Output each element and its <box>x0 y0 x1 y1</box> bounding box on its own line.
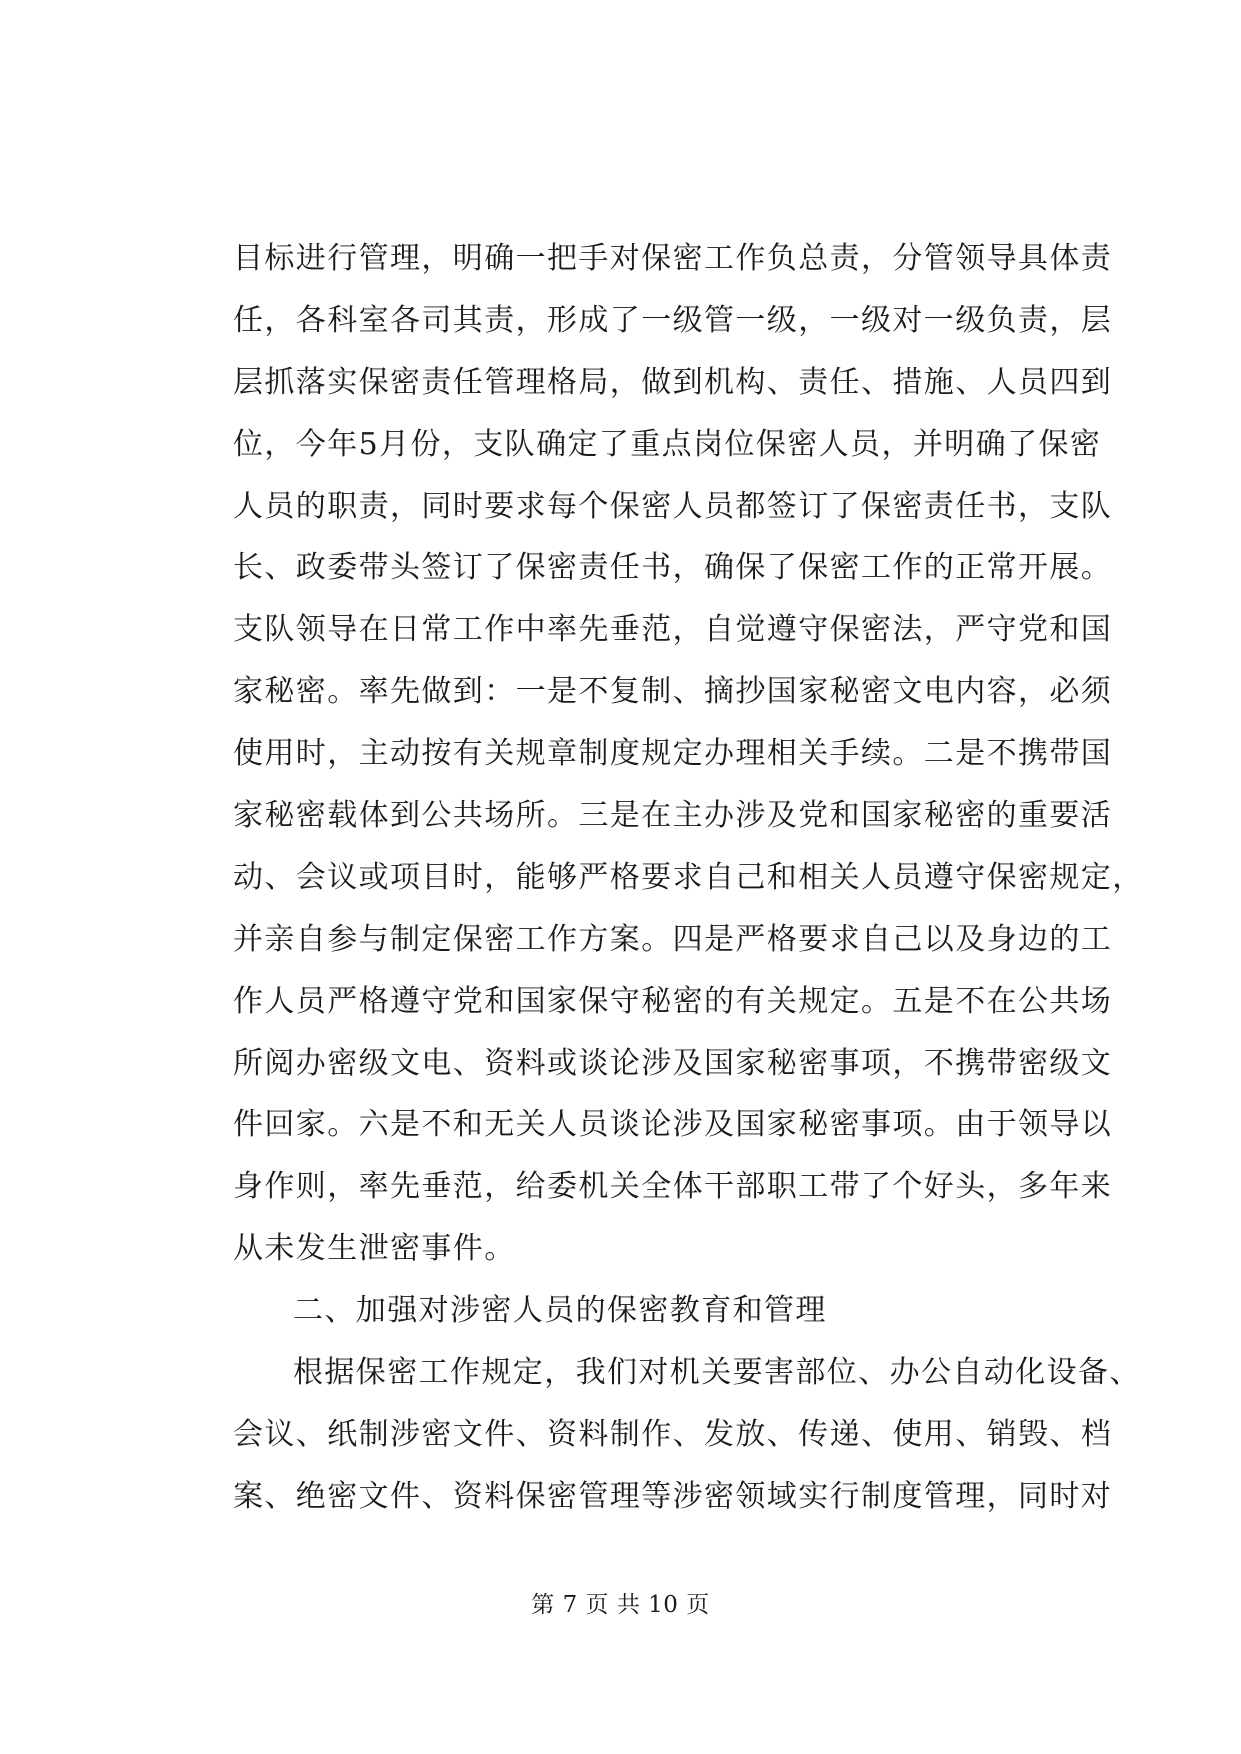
text-line: 层抓落实保密责任管理格局，做到机构、责任、措施、人员四到 <box>233 364 1113 400</box>
text-line: 人员的职责，同时要求每个保密人员都签订了保密责任书，支队 <box>233 488 1113 524</box>
text-line: 家秘密载体到公共场所。三是在主办涉及党和国家秘密的重要活 <box>233 798 1113 834</box>
text-line: 长、政委带头签订了保密责任书，确保了保密工作的正常开展。 <box>233 550 1113 586</box>
text-line: 所阅办密级文电、资料或谈论涉及国家秘密事项，不携带密级文 <box>233 1045 1113 1081</box>
page-number-footer: 第 7 页 共 10 页 <box>531 1592 710 1618</box>
text-line: 使用时，主动按有关规章制度规定办理相关手续。二是不携带国 <box>233 736 1113 772</box>
text-line: 身作则，率先垂范，给委机关全体干部职工带了个好头，多年来 <box>233 1169 1113 1205</box>
text-line: 并亲自参与制定保密工作方案。四是严格要求自己以及身边的工 <box>233 921 1113 957</box>
text-line: 家秘密。率先做到：一是不复制、摘抄国家秘密文电内容，必须 <box>233 674 1113 710</box>
text-line: 位，今年5月份，支队确定了重点岗位保密人员，并明确了保密 <box>233 426 1102 462</box>
text-line: 案、绝密文件、资料保密管理等涉密领域实行制度管理，同时对 <box>233 1478 1113 1514</box>
text-line: 会议、纸制涉密文件、资料制作、发放、传递、使用、销毁、档 <box>233 1416 1113 1452</box>
body-text <box>233 228 1144 1528</box>
section-heading: 二、加强对涉密人员的保密教育和管理 <box>293 1293 827 1329</box>
text-line: 目标进行管理，明确一把手对保密工作负总责，分管领导具体责 <box>233 241 1113 276</box>
text-line: 根据保密工作规定，我们对机关要害部位、办公自动化设备、 <box>293 1355 1141 1391</box>
text-line: 支队领导在日常工作中率先垂范，自觉遵守保密法，严守党和国 <box>233 612 1113 648</box>
text-line: 件回家。六是不和无关人员谈论涉及国家秘密事项。由于领导以 <box>233 1107 1113 1143</box>
text-line: 动、会议或项目时，能够严格要求自己和相关人员遵守保密规定， <box>233 859 1144 895</box>
text-line: 作人员严格遵守党和国家保守秘密的有关规定。五是不在公共场 <box>233 983 1113 1019</box>
text-line: 从未发生泄密事件。 <box>233 1231 516 1267</box>
text-line: 任，各科室各司其责，形成了一级管一级，一级对一级负责，层 <box>233 302 1113 338</box>
